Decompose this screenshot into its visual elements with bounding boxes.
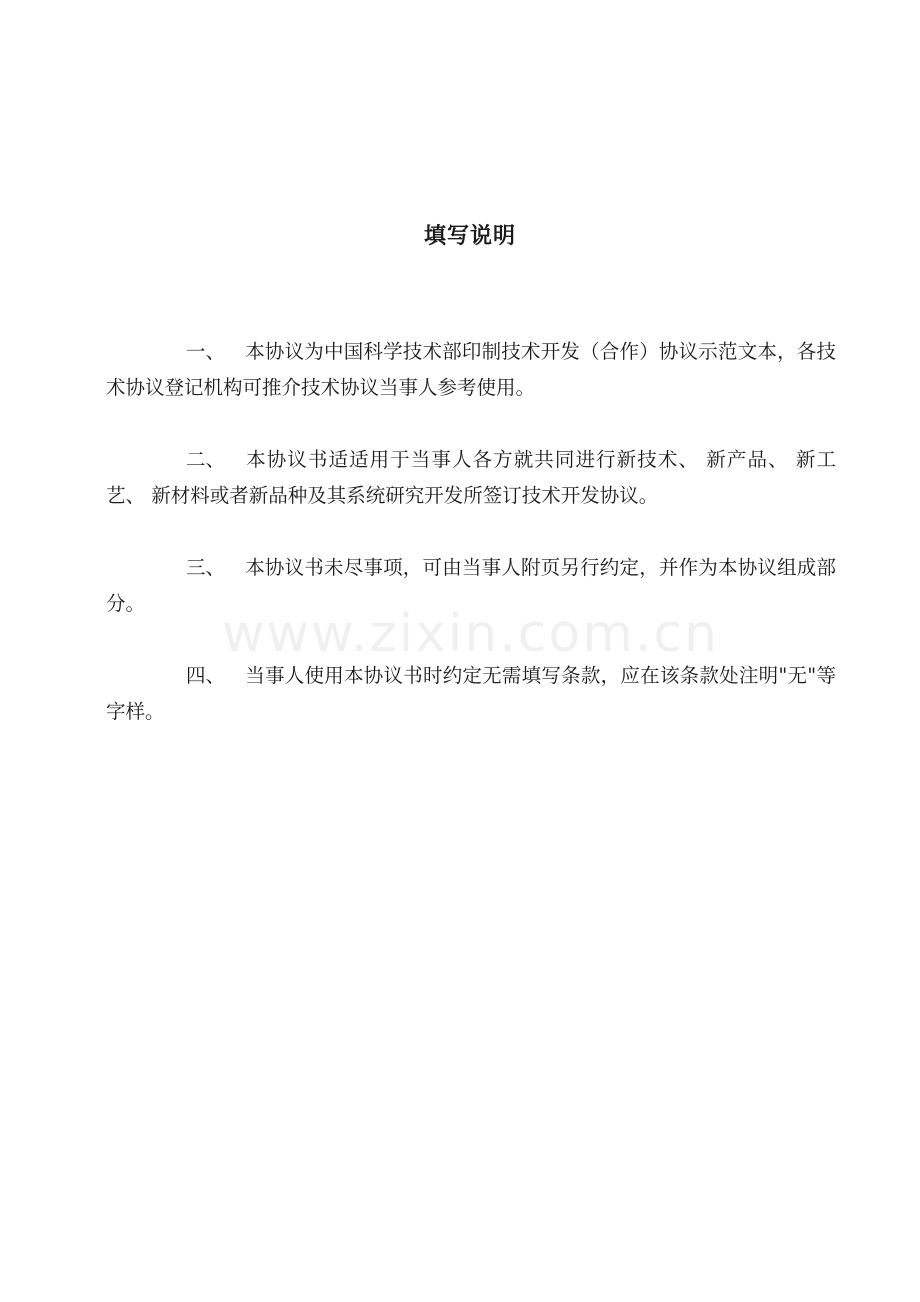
instructions-body <box>106 334 836 766</box>
paragraph-3 <box>106 550 836 622</box>
paragraph-number: 二、 <box>186 448 226 471</box>
paragraph-2 <box>106 442 836 514</box>
paragraph-number: 四、 <box>186 664 226 687</box>
paragraph-text: 本协议为中国科学技术部印制技术开发（合作）协议示范文本，各技术协议登记机构可推介技术协议当事人参考使用。 <box>106 340 836 399</box>
watermark: www.zixin.com.cn <box>222 604 719 664</box>
page-title: 填写说明 <box>423 223 516 249</box>
paragraph-4 <box>106 658 836 730</box>
paragraph-text: 本协议书适适用于当事人各方就共同进行新技术、 新产品、 新工艺、 新材料或者新品种及其系统研究开发所签订技术开发协议。 <box>106 448 836 507</box>
paragraph-text: 本协议书未尽事项，可由当事人附页另行约定，并作为本协议组成部分。 <box>106 556 836 615</box>
paragraph-number: 一、 <box>186 340 226 363</box>
paragraph-1 <box>106 334 836 406</box>
paragraph-number: 三、 <box>186 556 226 579</box>
paragraph-text: 当事人使用本协议书时约定无需填写条款，应在该条款处注明"无"等字样。 <box>106 664 836 723</box>
